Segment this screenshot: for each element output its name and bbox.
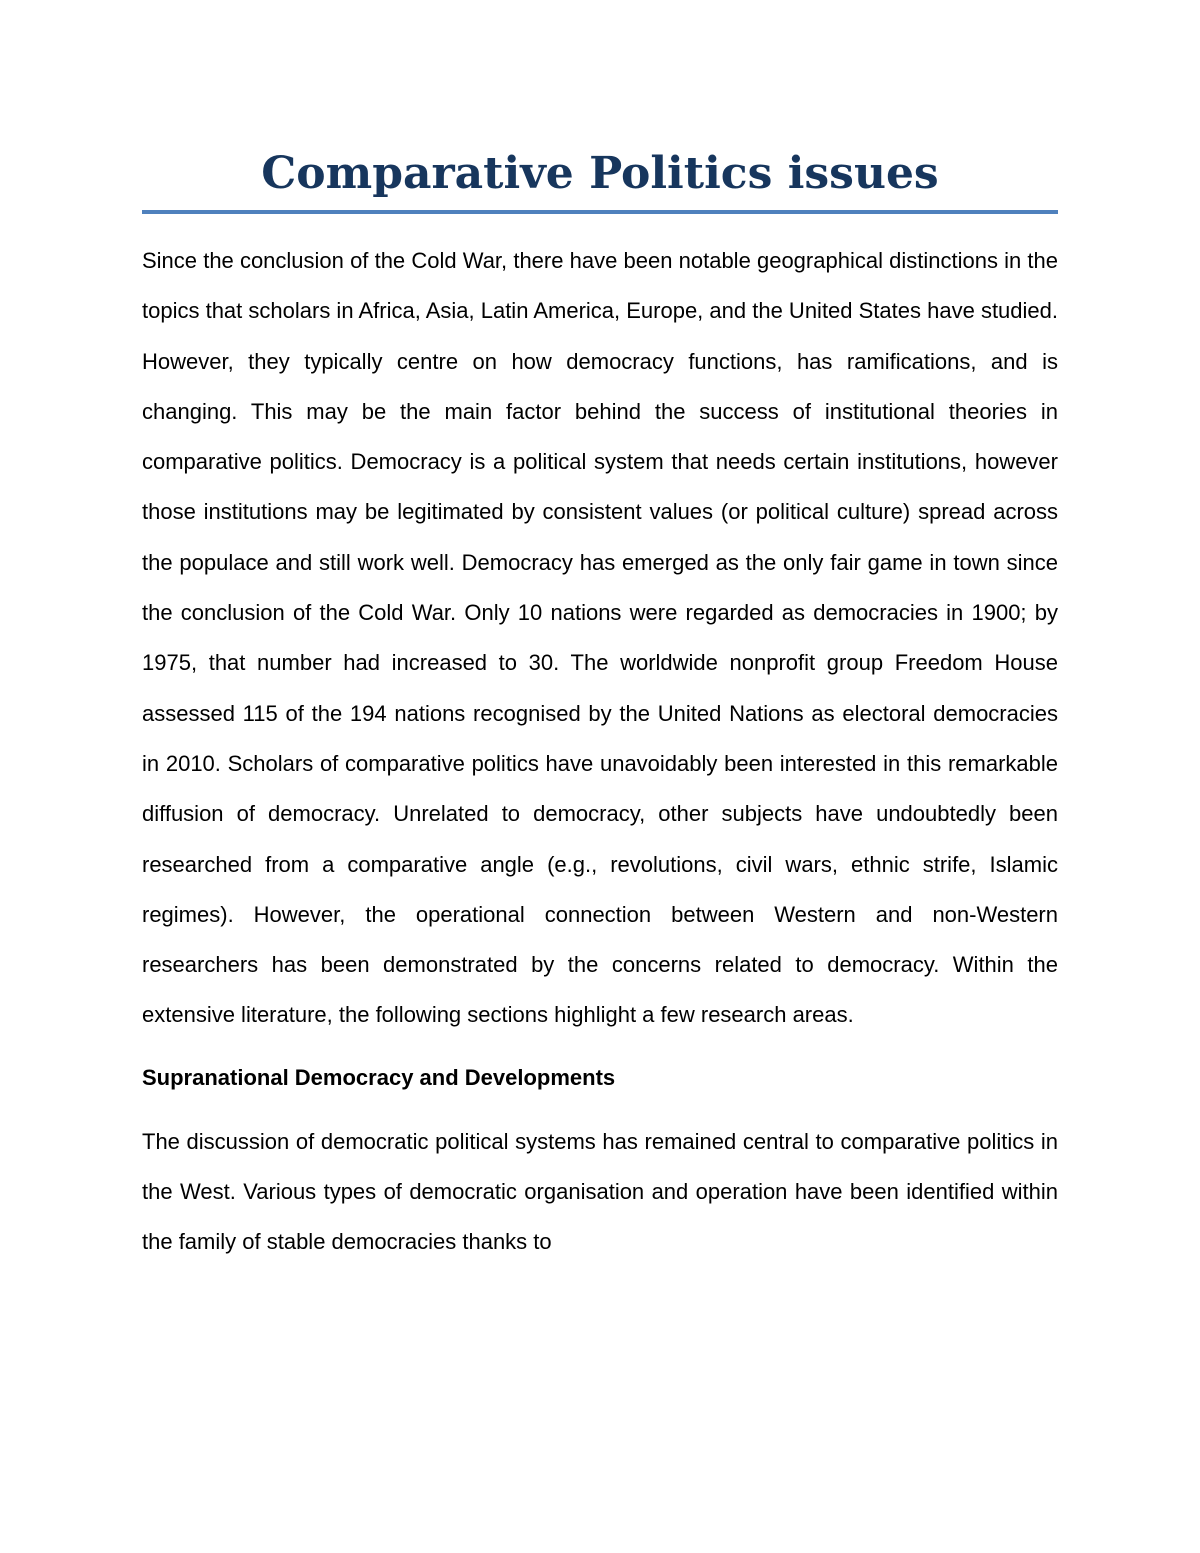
document-title: Comparative Politics issues — [261, 148, 939, 199]
title-underline — [142, 210, 1058, 214]
section-paragraph: The discussion of democratic political systems has remained central to comparative politics in the West. Various types of democratic organisation and operation have been identified within the family of stable democracies thanks to — [142, 1128, 1058, 1255]
section-heading: Supranational Democracy and Developments — [142, 1064, 616, 1090]
document-page — [142, 138, 1058, 1268]
intro-paragraph: Since the conclusion of the Cold War, there have been notable geographical distinctions in the topics that scholars in Africa, Asia, Latin America, Europe, and the United States have studied. However, they typically centre on how democracy functions, has ramifications, and is changing. This may be the main factor behind the success of institutional theories in comparative politics. Democracy is a political system that needs certain institutions, however those institutions may be legitimated by consistent values (or political culture) spread across the populace and still work well. Democracy has emerged as the only fair game in town since the conclusion of the Cold War. Only 10 nations were regarded as democracies in 1900; by 1975, that number had increased to 30. The worldwide nonprofit group Freedom House assessed 115 of the 194 nations recognised by the United Nations as electoral democracies in 2010. Scholars of comparative politics have unavoidably been interested in this remarkable diffusion of democracy. Unrelated to democracy, other subjects have undoubtedly been researched from a comparative angle (e.g., revolutions, civil wars, ethnic strife, Islamic regimes). However, the operational connection between Western and non-Western researchers has been demonstrated by the concerns related to democracy. Within the extensive literature, the following sections highlight a few research areas. — [142, 248, 1058, 1028]
